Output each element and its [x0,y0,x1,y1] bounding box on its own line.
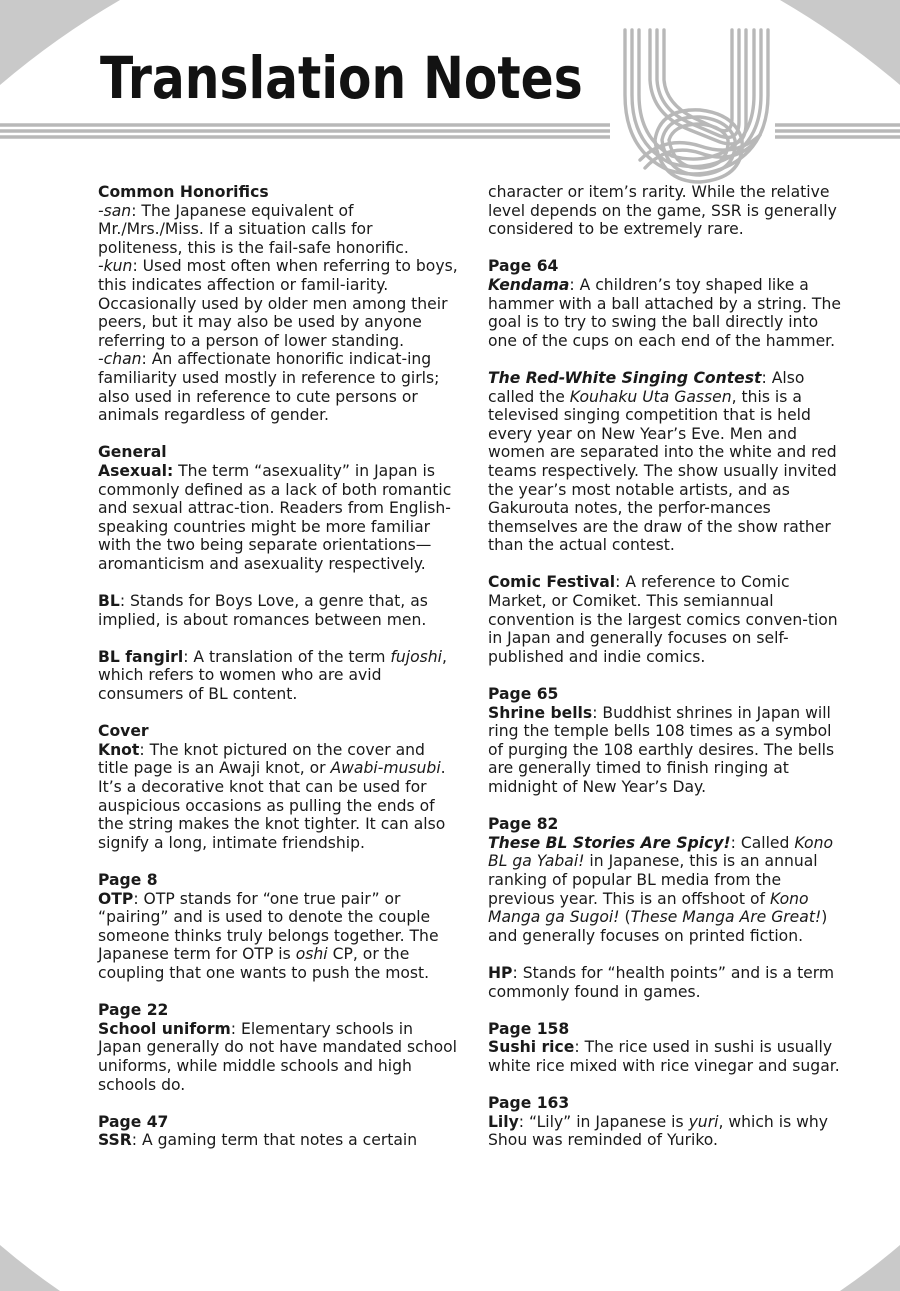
section-heading-general: General [98,443,167,462]
term-lily: Lily [488,1112,519,1131]
definition-kun: : Used most often when referring to boys, this indicates affection or famil-iarity. Occasionally used by older men among their peers, but it may also be used by anyone referring to a person of lower standing. [98,257,458,350]
definition-bl-spicy-italic1: Kono BL ga Yabai! [488,833,834,871]
definition-knot-part1: : The knot pictured on the cover and title page is an Awaji knot, or [98,740,425,778]
definition-shrine-bells: : Buddhist shrines in Japan will ring the temple bells 108 times as a symbol of purging the 108 earthly desires. The bells are generally timed to finish ringing at midnight of New Year’s Day. [488,703,835,796]
entry-lily [488,1113,848,1150]
entry-ssr-continued: character or item’s rarity. While the relative level depends on the game, SSR is generally considered to be extremely rare. [488,183,837,239]
section-heading-page-22: Page 22 [98,1001,169,1020]
definition-bl-spicy-part4: ) and generally focuses on printed fiction. [488,908,828,945]
definition-otp-part2: CP, or the coupling that one wants to push the most. [98,945,430,982]
entry-kun [98,257,458,350]
term-asexual: Asexual: [98,461,174,480]
section-heading-cover: Cover [98,722,149,741]
entry-ssr-start [98,1131,458,1150]
entry-comic-festival [488,573,848,666]
entry-san [98,202,458,258]
definition-knot-part2: . It’s a decorative knot that can be used for auspicious occasions as pulling the ends of the string makes the knot tighter. It can also signify a long, intimate friendship. [98,759,446,852]
section-heading-page-65: Page 65 [488,685,559,704]
entry-bl-fangirl [98,648,458,704]
section-heading-page-163: Page 163 [488,1094,570,1113]
definition-otp-italic: oshi [295,945,328,964]
term-comic-festival: Comic Festival [488,573,616,592]
term-bl-spicy: These BL Stories Are Spicy! [488,833,731,852]
entry-asexual [98,462,458,574]
definition-bl-spicy-part1: : Called [730,833,795,852]
definition-bl-spicy-part2: in Japanese, this is an annual ranking of popular BL media from the previous year. This is an offshoot of [488,852,818,908]
definition-school-uniform: : Elementary schools in Japan generally do not have mandated school uniforms, while middle schools and high schools do. [98,1019,457,1094]
definition-lily-italic: yuri [688,1112,719,1131]
definition-bl-spicy-italic3: These Manga Are Great! [630,908,822,927]
awaji-knot-icon [625,30,768,182]
entry-chan [98,350,458,424]
section-heading-page-8: Page 8 [98,870,158,889]
entry-school-uniform [98,1020,458,1094]
term-kendama: Kendama [488,275,570,294]
entry-hp [488,964,848,1001]
entry-otp [98,890,458,983]
term-school-uniform: School uniform [98,1019,231,1038]
bottom-right-corner-shape [840,1245,900,1291]
definition-bl-spicy-italic2: Kono Manga ga Sugoi! [488,889,809,927]
term-bl-fangirl: BL fangirl [98,647,184,666]
entry-red-white-contest [488,369,848,555]
section-heading-page-47: Page 47 [98,1112,169,1131]
definition-red-white-italic: Kouhaku Uta Gassen [569,387,732,406]
left-column [98,183,458,1150]
entry-bl [98,592,458,629]
definition-asexual: The term “asexuality” in Japan is commonly defined as a lack of both romantic and sexual attrac-tion. Readers from English-speaking countries might be more familiar with the two being separate orientations—aromanticism and asexuality respectively. [98,461,452,573]
entry-knot [98,741,458,853]
definition-san: : The Japanese equivalent of Mr./Mrs./Miss. If a situation calls for politeness, this is the fail-safe honorific. [98,201,409,257]
term-kun: -kun [98,257,133,276]
term-otp: OTP [98,889,134,908]
definition-sushi-rice: : The rice used in sushi is usually white rice mixed with rice vinegar and sugar. [488,1038,840,1075]
definition-otp-part1: : OTP stands for “one true pair” or “pairing” and is used to denote the couple someone thinks truly belongs together. The Japanese term for OTP is [98,889,439,964]
section-heading-honorifics: Common Honorifics [98,183,269,201]
definition-bl-fangirl-italic: fujoshi [390,647,442,666]
term-bl: BL [98,592,120,611]
term-hp: HP [488,963,513,982]
definition-bl-fangirl-part2: , which refers to women who are avid consumers of BL content. [98,647,447,704]
term-chan: -chan [98,350,142,369]
definition-bl-spicy-part3: ( [619,908,631,927]
term-san: -san [98,201,132,220]
definition-bl-fangirl-part1: : A translation of the term [183,647,391,666]
term-sushi-rice: Sushi rice [488,1038,575,1057]
definition-knot-italic: Awabi-musubi [330,759,441,778]
entry-sushi-rice [488,1038,848,1075]
definition-comic-festival: : A reference to Comic Market, or Comiket. This semiannual convention is the largest comics conven-tion in Japan and generally focuses on self-published and indie comics. [488,573,838,666]
section-heading-page-64: Page 64 [488,257,559,276]
definition-hp: : Stands for “health points” and is a term commonly found in games. [488,963,835,1001]
entry-shrine-bells [488,704,848,797]
term-knot: Knot [98,740,140,759]
definition-red-white-part2: , this is a televised singing competition that is held every year on New Year’s Eve. Men and women are separated into the white and red teams respectively. The show usually invited the year’s most notable artists, and as Gakurouta notes, the perfor-mances themselves are the draw of the show rather than the actual contest. [488,387,837,555]
definition-lily-part2: , which is why Shou was reminded of Yuriko. [488,1112,829,1150]
right-column [488,183,848,1150]
page-title: Translation Notes [100,44,583,112]
term-red-white-contest: The Red-White Singing Contest [488,368,762,387]
definition-lily-part1: : “Lily” in Japanese is [518,1112,689,1131]
definition-chan: : An affectionate honorific indicat-ing familiarity used mostly in reference to girls; also used in reference to cute persons or animals regardless of gender. [98,350,440,425]
section-heading-page-82: Page 82 [488,815,559,834]
definition-kendama: : A children’s toy shaped like a hammer with a ball attached by a string. The goal is to try to swing the ball directly into one of the cups on each end of the hammer. [488,275,841,350]
term-ssr: SSR [98,1131,132,1150]
section-heading-page-158: Page 158 [488,1019,570,1038]
term-shrine-bells: Shrine bells [488,703,593,722]
bottom-left-corner-shape [0,1245,60,1291]
entry-kendama [488,276,848,350]
definition-ssr-part1: : A gaming term that notes a certain [131,1131,418,1150]
entry-bl-spicy [488,834,848,946]
definition-bl: : Stands for Boys Love, a genre that, as implied, is about romances between men. [98,592,428,629]
definition-red-white-part1: : Also called the [488,368,805,406]
